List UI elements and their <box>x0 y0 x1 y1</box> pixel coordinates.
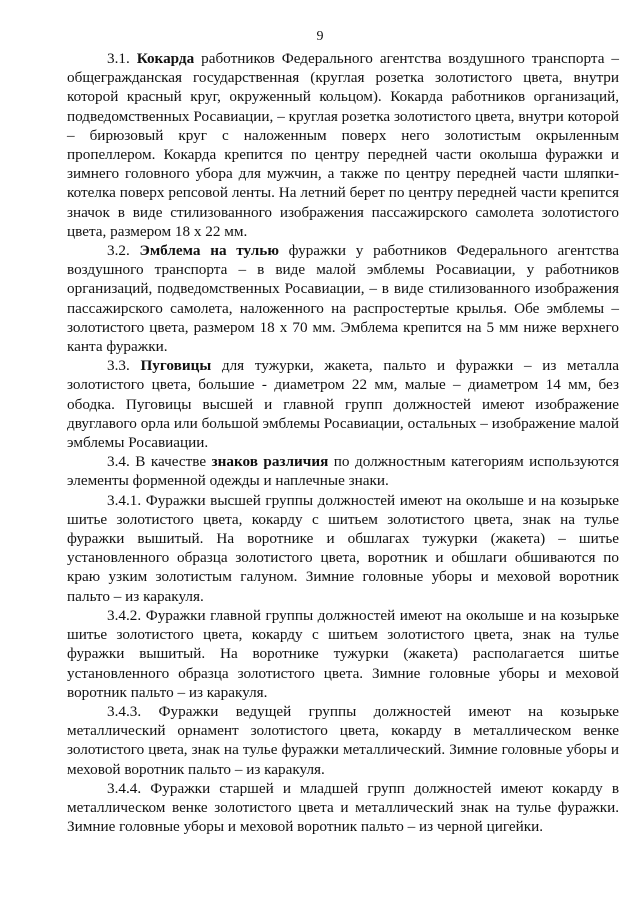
paragraph-3-4 <box>67 452 619 490</box>
paragraph-3-1 <box>67 49 619 241</box>
term-pugovitsy: Пуговицы <box>140 357 212 375</box>
paragraph-lead: 3.4. В качестве <box>107 453 212 471</box>
paragraph-text: для тужурки, жакета, пальто и фуражки – из металла золотистого цвета, большие - диаметром 22 мм, малые – диаметром 14 мм, без ободка. Пуговицы высшей и главной групп должностей имеют изображение двуглавого орла или большой эмблемы Росавиации, остальных – изображение малой эмблемы Росавиации. <box>67 357 620 452</box>
paragraph-lead: 3.2. <box>107 242 140 260</box>
paragraph-text: 3.4.2. Фуражки главной группы должностей имеют на околыше и на козырьке шитье золотистого цвета, кокарду с шитьем золотистого цвета, знак на тулье фуражки вышитый. На воротнике тужурки (жакета) располагается шитье установленного образца золотистого цвета. Зимние головные уборы и меховой воротник пальто – из каракуля. <box>67 606 619 701</box>
paragraph-text: 3.4.1. Фуражки высшей группы должностей имеют на околыше и на козырьке шитье золотистого цвета, кокарду с шитьем золотистого цвета, знак на тулье фуражки вышитый. На воротнике и обшлагах тужурки (жакета) – шитье установленного образца золотистого цвета, воротник и обшлаги обшиваются по краю узким золотистым галуном. Зимние головные уборы и меховой воротник пальто – из каракуля. <box>67 491 619 605</box>
paragraph-text: фуражки у работников Федерального агентства воздушного транспорта – в виде малой эмблемы Росавиации, у работников организаций, подведомственных Росавиации, – в виде стилизованного изображения пассажирского самолета, наложенного на распростертые крылья. Обе эмблемы – золотистого цвета, размером 18 х 70 мм. Эмблема крепится на 5 мм ниже верхнего канта фуражки. <box>67 242 619 356</box>
page-number: 9 <box>316 29 324 44</box>
paragraph-3-2 <box>67 241 619 356</box>
term-kokarda: Кокарда <box>136 50 195 67</box>
paragraph-text: 3.4.4. Фуражки старшей и младшей групп должностей имеют кокарду в металлическом венке золотистого цвета и металлический знак на тулье фуражки. Зимние головные уборы и меховой воротник пальто – из черной цигейки. <box>67 779 619 836</box>
paragraph-3-4-1 <box>67 491 619 606</box>
paragraph-text: работников Федерального агентства воздушного транспорта – общегражданская государственная (круглая розетка золотистого цвета, внутри которой красный круг, окруженный кольцом). Кокарда работников организаций, подведомственных Росавиации, – круглая розетка золотистого цвета, внутри которой – бирюзовый круг с наложенным поверх него золотистым окрыленным пропеллером. Кокарда крепится по центру передней части околыша фуражки и зимнего головного убора для мужчин, а также по центру передней части шляпки-котелка поверх репсовой ленты. На летний берет по центру передней части крепится значок в виде стилизованного изображения пассажирского самолета золотистого цвета, размером 18 х 22 мм. <box>67 50 619 240</box>
paragraph-lead: 3.1. <box>107 50 137 67</box>
paragraph-3-3 <box>67 356 619 452</box>
paragraph-3-4-4 <box>67 779 619 837</box>
term-znaki-razlichiya: знаков различия <box>211 453 329 471</box>
document-body <box>67 49 619 836</box>
paragraph-text: 3.4.3. Фуражки ведущей группы должностей имеют на козырьке металлический орнамент золотистого цвета, кокарду в металлическом венке золотистого цвета, знак на тулье фуражки металлический. Зимние головные уборы и меховой воротник пальто – из каракуля. <box>67 702 619 778</box>
paragraph-text: по должностным категориям используются элементы форменной одежды и наплечные знаки. <box>67 453 619 490</box>
paragraph-3-4-3 <box>67 702 619 779</box>
term-emblema: Эмблема на тулью <box>139 242 279 260</box>
paragraph-lead: 3.3. <box>107 357 141 375</box>
paragraph-3-4-2 <box>67 606 619 702</box>
